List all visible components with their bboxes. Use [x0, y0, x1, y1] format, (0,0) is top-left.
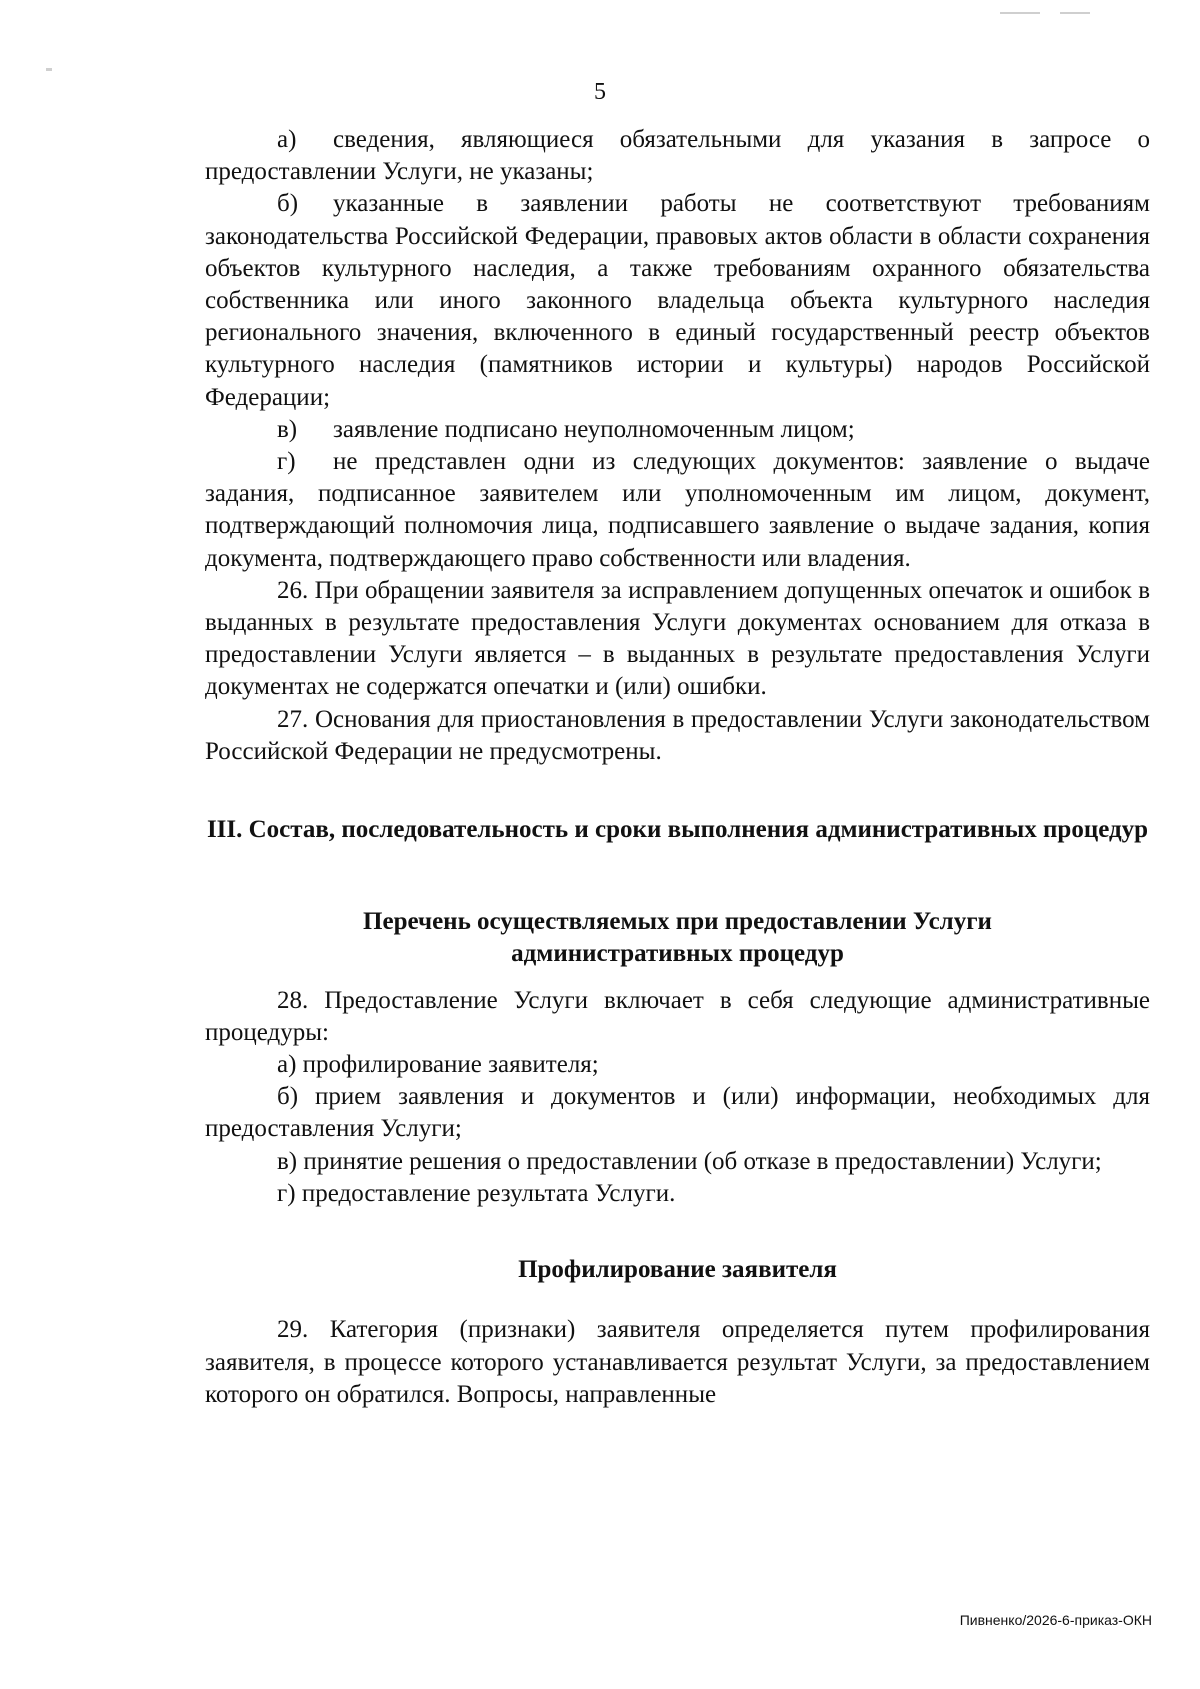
item-a-marker: а)	[277, 126, 297, 153]
item-b	[205, 188, 1150, 413]
document-code: Пивненко/2026-6-приказ-ОКН	[959, 1612, 1152, 1628]
profiling-heading: Профилирование заявителя	[518, 1256, 837, 1284]
item-v-text: заявление подписано неуполномоченным лицом;	[333, 415, 855, 443]
scan-artifact-left	[46, 68, 52, 71]
document-body	[205, 124, 1150, 1411]
scan-artifact-top-right-2	[1060, 12, 1090, 14]
item-v	[205, 414, 1150, 446]
paragraph-29: 29. Категория (признаки) заявителя определяется путем профилирования заявителя, в процессе которого устанавливается результат Услуги, за предоставлением которого он обратился. Вопросы, направленные	[205, 1316, 1150, 1408]
item-g	[205, 446, 1150, 575]
item-g-text: не представлен одни из следующих документов: заявление о выдаче задания, подписанное заявителем или уполномоченным им лицом, документ, подтверждающий полномочия лица, подписавшего заявление о выдаче задания, копия документа, подтверждающего право собственности или владения.	[205, 448, 1150, 572]
procedures-list-heading: Перечень осуществляемых при предоставлении Услуги административных процедур	[363, 908, 992, 968]
paragraph-28-b: б) прием заявления и документов и (или) информации, необходимых для предоставления Услуги;	[205, 1083, 1150, 1143]
item-b-text: указанные в заявлении работы не соответствуют требованиям законодательства Российской Федерации, правовых актов области в области сохранения объектов культурного наследия, а также требованиям охранного обязательства собственника или иного законного владельца объекта культурного наследия регионального значения, включенного в единый государственный реестр объектов культурного наследия (памятников истории и культуры) народов Российской Федерации;	[205, 190, 1150, 411]
item-a	[205, 124, 1150, 188]
section-3-heading: III. Состав, последовательность и сроки выполнения административных процедур	[206, 816, 1149, 844]
item-g-marker: г)	[277, 448, 296, 476]
page-number: 5	[594, 79, 606, 105]
paragraph-28-g: г) предоставление результата Услуги.	[277, 1179, 676, 1207]
paragraph-27: 27. Основания для приостановления в предоставлении Услуги законодательством Российской Федерации не предусмотрены.	[205, 705, 1150, 765]
item-a-text: сведения, являющиеся обязательными для указания в запросе о предоставлении Услуги, не указаны;	[205, 126, 1150, 186]
item-v-marker: в)	[277, 415, 298, 443]
paragraph-28: 28. Предоставление Услуги включает в себя следующие административные процедуры:	[205, 986, 1150, 1046]
paragraph-26: 26. При обращении заявителя за исправлением допущенных опечаток и ошибок в выданных в результате предоставления Услуги документах основанием для отказа в предоставлении Услуги является – в выданных в результате предоставления Услуги документах не содержатся опечатки и (или) ошибки.	[205, 576, 1150, 701]
paragraph-28-a: а) профилирование заявителя;	[277, 1051, 599, 1079]
scan-artifact-top-right	[1000, 12, 1040, 14]
item-b-marker: б)	[277, 190, 299, 218]
paragraph-28-v: в) принятие решения о предоставлении (об отказе в предоставлении) Услуги;	[277, 1147, 1102, 1175]
